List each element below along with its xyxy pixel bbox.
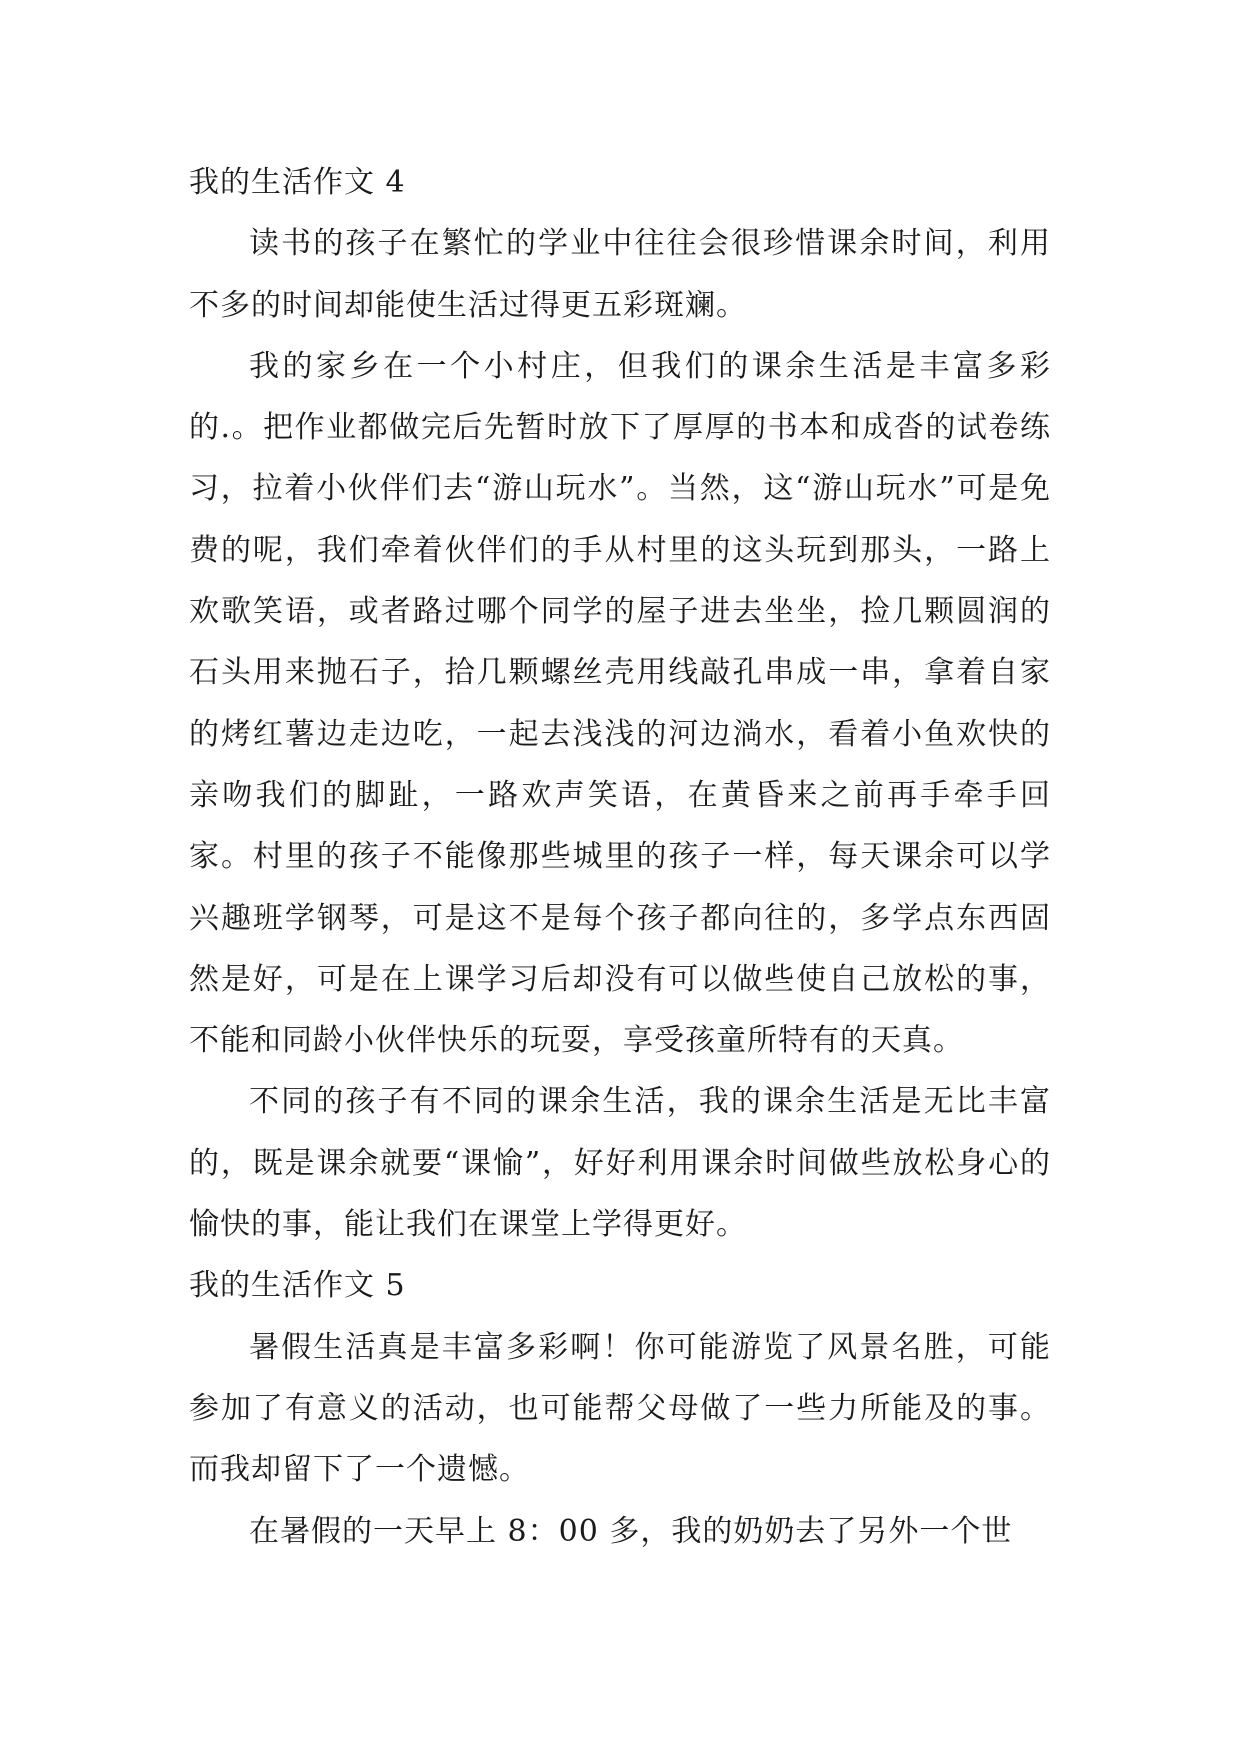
section-heading: 我的生活作文 5 bbox=[189, 1268, 406, 1304]
paragraph: 我的家乡在一个小村庄，但我们的课余生活是丰富多彩的.。把作业都做完后先暂时放下了厚厚的书本和成沓的试卷练习，拉着小伙伴们去“游山玩水”。当然，这“游山玩水”可是免费的呢，我们牵着伙伴们的手从村里的这头玩到那头，一路上欢歌笑语，或者路过哪个同学的屋子进去坐坐，捡几颗圆润的石头用来抛石子，拾几颗螺丝壳用线敲孔串成一串，拿着自家的烤红薯边走边吃，一起去浅浅的河边淌水，看着小鱼欢快的亲吻我们的脚趾，一路欢声笑语，在黄昏来之前再手牵手回家。村里的孩子不能像那些城里的孩子一样，每天课余可以学兴趣班学钢琴，可是这不是每个孩子都向往的，多学点东西固然是好，可是在上课学习后却没有可以做些使自己放松的事，不能和同龄小伙伴快乐的玩耍，享受孩童所特有的天真。 bbox=[189, 348, 1051, 1059]
section-heading: 我的生活作文 4 bbox=[189, 165, 406, 200]
paragraph: 在暑假的一天早上 8：00 多，我的奶奶去了另外一个世 bbox=[249, 1513, 1013, 1549]
document-body bbox=[189, 152, 1051, 1562]
paragraph: 暑假生活真是丰富多彩啊！你可能游览了风景名胜，可能参加了有意义的活动，也可能帮父母做了一些力所能及的事。而我却留下了一个遗憾。 bbox=[189, 1329, 1051, 1488]
paragraph: 不同的孩子有不同的课余生活，我的课余生活是无比丰富的，既是课余就要“课愉”，好好利用课余时间做些放松身心的愉快的事，能让我们在课堂上学得更好。 bbox=[189, 1084, 1051, 1243]
paragraph: 读书的孩子在繁忙的学业中往往会很珍惜课余时间，利用不多的时间却能使生活过得更五彩斑斓。 bbox=[189, 226, 1051, 323]
